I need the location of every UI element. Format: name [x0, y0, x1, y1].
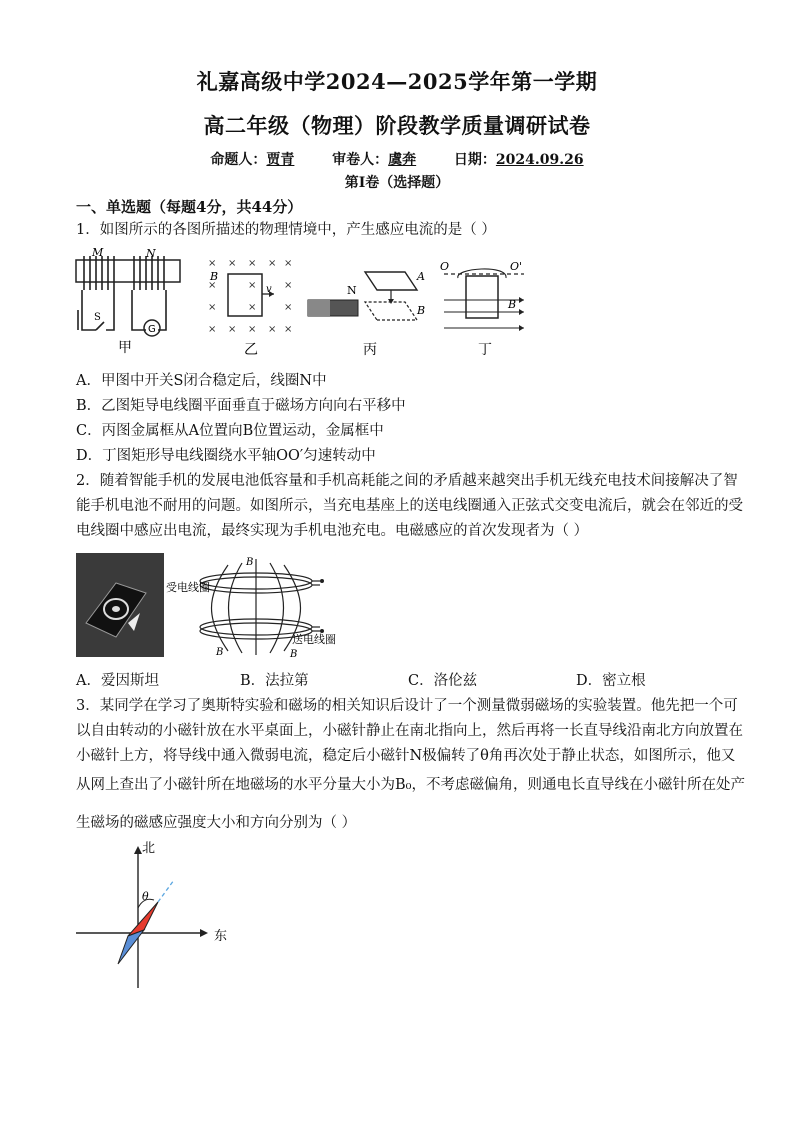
q2-line-1: 2．随着智能手机的发展电池低容量和手机高耗能之间的矛盾越来越突出手机无线充电技术间接解决了智 [76, 473, 738, 489]
svg-text:×: × [248, 302, 257, 313]
ding-caption: 丁 [478, 342, 492, 358]
svg-text:×: × [208, 302, 217, 313]
svg-text:×: × [284, 258, 293, 269]
q3-line-5: 生磁场的磁感应强度大小和方向分别为（ ） [76, 815, 357, 831]
svg-text:×: × [208, 258, 217, 269]
q1-figure-yi [200, 252, 300, 358]
q1-figure-jia [74, 248, 184, 358]
q3-line-4: 从网上查出了小磁针所在地磁场的水平分量大小为B₀，不考虑磁偏角，则通电长直导线在小磁针所在处产 [76, 777, 745, 793]
jia-N-label: N [146, 247, 156, 260]
q2-line-3: 电线圈中感应出电流，最终实现为手机电池充电。电磁感应的首次发现者为（ ） [76, 523, 589, 539]
svg-text:×: × [228, 258, 237, 269]
svg-text:×: × [284, 280, 293, 291]
q3-line-2: 以自由转动的小磁针放在水平桌面上，小磁针静止在南北指向上，然后再将一长直导线沿南北方向放置在 [76, 723, 743, 739]
bing-N-label: N [347, 284, 357, 297]
jia-G-label: G [148, 324, 156, 335]
bing-B-label: B [417, 304, 426, 317]
date-label: 日期： [453, 152, 496, 168]
svg-text:×: × [228, 324, 237, 335]
q2-option-c: C．洛伦兹 [408, 673, 478, 689]
ding-O2-label: O' [510, 260, 523, 273]
q3-line-3: 小磁针上方，将导线中通入微弱电流，稳定后小磁针N极偏转了θ角再次处于静止状态，如图所示，他又 [76, 748, 736, 764]
author-label: 命题人： [210, 152, 267, 168]
q1-option-b: B．乙图矩导电线圈平面垂直于磁场方向向右平移中 [76, 398, 406, 414]
send-coil-label: 送电线圈 [292, 633, 336, 646]
bing-caption: 丙 [363, 342, 377, 358]
q2-line-2: 能手机电池不耐用的问题。如图所示，当充电基座上的送电线圈通入正弦式交变电流后，就会在邻近的受 [76, 498, 743, 514]
reviewer-label: 审卷人： [332, 152, 389, 168]
q1-figure-bing [305, 258, 430, 358]
svg-text:×: × [208, 280, 217, 291]
ding-B-label: B [508, 298, 517, 311]
exam-meta [0, 149, 794, 169]
q1-stem: 1．如图所示的各图所描述的物理情境中，产生感应电流的是（ ） [76, 222, 496, 238]
coil-B-left-label: B [216, 647, 224, 658]
bing-A-label: A [417, 270, 425, 283]
q2-option-a: A．爱因斯坦 [76, 673, 159, 689]
yi-B-label: B [210, 270, 219, 283]
jia-M-label: M [92, 246, 104, 259]
q3-line-1: 3．某同学在学习了奥斯特实验和磁场的相关知识后设计了一个测量微弱磁场的实验装置。他先把一个可 [76, 698, 738, 714]
north-label: 北 [142, 841, 156, 856]
svg-text:×: × [268, 258, 277, 269]
svg-text:×: × [268, 324, 277, 335]
exam-date: 2024.09.26 [495, 152, 584, 168]
receive-coil-label: 受电线圈 [166, 581, 210, 594]
svg-text:×: × [284, 324, 293, 335]
wireless-charger-photo [76, 553, 164, 657]
svg-text:×: × [284, 302, 293, 313]
q1-option-a: A．甲图中开关S闭合稳定后，线圈N中 [76, 373, 327, 389]
yi-caption: 乙 [244, 342, 258, 358]
ding-O-label: O [440, 260, 450, 273]
q1-figure-ding [438, 254, 533, 358]
jia-S-label: S [94, 312, 101, 323]
q2-option-b: B．法拉第 [240, 673, 309, 689]
section-heading: 一、单选题（每题4分，共44分） [76, 198, 303, 216]
q1-option-c: C．丙图金属框从A位置向B位置运动，金属框中 [76, 423, 384, 439]
yi-v-label: v [266, 284, 272, 295]
theta-label: θ [142, 890, 149, 903]
reviewer-name: 虞奔 [388, 152, 417, 168]
author-name: 贾青 [266, 152, 295, 168]
svg-text:×: × [248, 258, 257, 269]
east-label: 东 [214, 929, 228, 944]
coil-B-right-label: B [290, 649, 298, 660]
compass-diagram [72, 838, 242, 998]
volume-heading: 第I卷（选择题） [344, 175, 450, 191]
jia-caption: 甲 [118, 340, 132, 356]
coil-diagram [166, 553, 336, 660]
q1-option-d: D．丁图矩形导电线圈绕水平轴OO′匀速转动中 [76, 448, 376, 464]
exam-title-line1: 礼嘉高级中学2024—2025学年第一学期 [196, 69, 598, 94]
svg-text:×: × [248, 280, 257, 291]
q2-option-d: D．密立根 [576, 673, 646, 689]
coil-B-mid-label: B [246, 557, 254, 568]
svg-text:×: × [248, 324, 257, 335]
exam-title-line2: 高二年级（物理）阶段教学质量调研试卷 [203, 113, 591, 138]
svg-text:×: × [208, 324, 217, 335]
